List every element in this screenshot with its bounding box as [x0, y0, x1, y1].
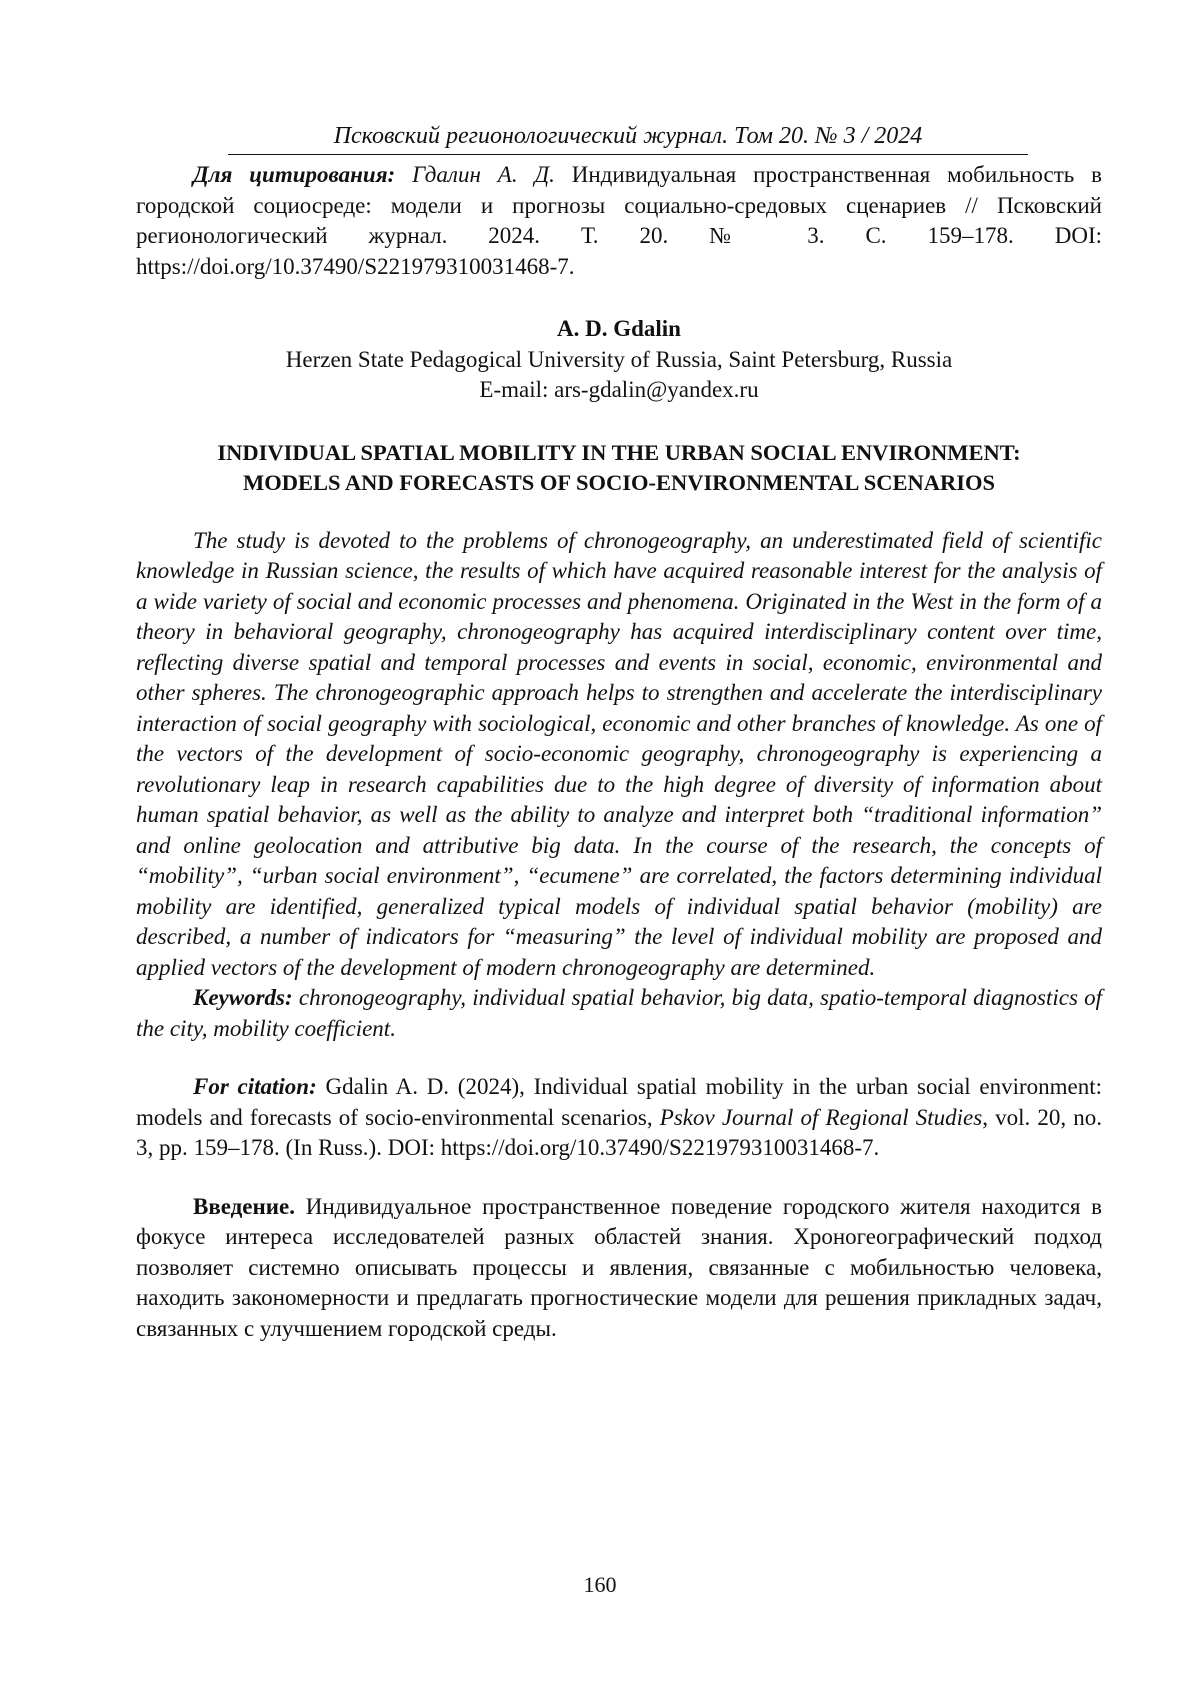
page-number: 160	[583, 1572, 617, 1597]
citation-en	[136, 1072, 1102, 1164]
keywords-text: chronogeography, individual spatial behavior, big data, spatio-temporal diagnostics of the city, mobility coefficient.	[136, 985, 1102, 1041]
article-title	[136, 438, 1102, 498]
citation-ru-text: Индивидуальная пространственная мобильность в городской социосреде: модели и прогнозы социально-средовых сценариев // Псковский регионологический журнал. 2024. Т. 20. № 3. С. 159–178. DOI: https://doi.org/10.37490/S221979310031468-7.	[136, 162, 1102, 279]
author-email: E-mail: ars-gdalin@yandex.ru	[479, 377, 759, 402]
citation-ru-author: Гдалин А. Д.	[412, 162, 555, 187]
introduction-label: Введение.	[193, 1193, 295, 1219]
article-title-line-2: MODELS AND FORECASTS OF SOCIO-ENVIRONMENTAL SCENARIOS	[243, 469, 995, 495]
introduction	[136, 1192, 1102, 1345]
author-name: A. D. Gdalin	[557, 316, 681, 341]
citation-en-text-before: Gdalin A. D. (2024), Individual spatial mobility in the urban social environment: models and forecasts of socio-environmental scenarios,	[136, 1074, 1102, 1130]
abstract: The study is devoted to the problems of chronogeography, an underestimated field of scientific knowledge in Russian science, the results of which have acquired reasonable interest for the analysis of a wide variety of social and economic processes and phenomena. Originated in the West in the form of a theory in behavioral geography, chronogeography has acquired interdisciplinary content over time, reflecting diverse spatial and temporal processes and events in social, economic, environmental and other spheres. The chronogeographic approach helps to strengthen and accelerate the interdisciplinary interaction of social geography with sociological, economic and other branches of knowledge. As one of the vectors of the development of socio-economic geography, chronogeography is experiencing a revolutionary leap in research capabilities due to the high degree of diversity of information about human spatial behavior, as well as the ability to analyze and interpret both “traditional information” and online geolocation and attributive big data. In the course of the research, the concepts of “mobility”, “urban social environment”, “ecumene” are correlated, the factors determining individual mobility are identified, generalized typical models of individual spatial behavior (mobility) are described, a number of indicators for “measuring” the level of individual mobility are proposed and applied vectors of the development of modern chronogeography are determined.	[136, 527, 1102, 980]
introduction-text: Индивидуальное пространственное поведение городского жителя находится в фокусе интереса исследователей разных областей знания. Хроногеографический подход позволяет системно описывать процессы и явления, связанные с мобильностью человека, находить закономерности и предлагать прогностические модели для решения прикладных задач, связанных с улучшением городской среды.	[136, 1193, 1103, 1341]
author-affiliation: Herzen State Pedagogical University of Russia, Saint Petersburg, Russia	[285, 346, 953, 372]
citation-ru-label: Для цитирования:	[193, 162, 396, 187]
keywords-label: Keywords:	[193, 985, 293, 1010]
keywords	[136, 983, 1102, 1044]
page-content	[136, 160, 1102, 1344]
citation-en-journal: Pskov Journal of Regional Studies	[659, 1104, 983, 1130]
article-title-line-1: INDIVIDUAL SPATIAL MOBILITY IN THE URBAN SOCIAL ENVIRONMENT:	[217, 439, 1021, 465]
author-block	[136, 314, 1102, 406]
running-header: Псковский регионологический журнал. Том 20. № 3 / 2024	[228, 121, 1028, 155]
citation-en-text-after: , vol. 20, no. 3, pp. 159–178. (In Russ.). DOI: https://doi.org/10.37490/S221979310031468-7.	[136, 1104, 1102, 1160]
citation-ru	[136, 160, 1102, 282]
citation-en-label: For citation:	[193, 1074, 317, 1099]
